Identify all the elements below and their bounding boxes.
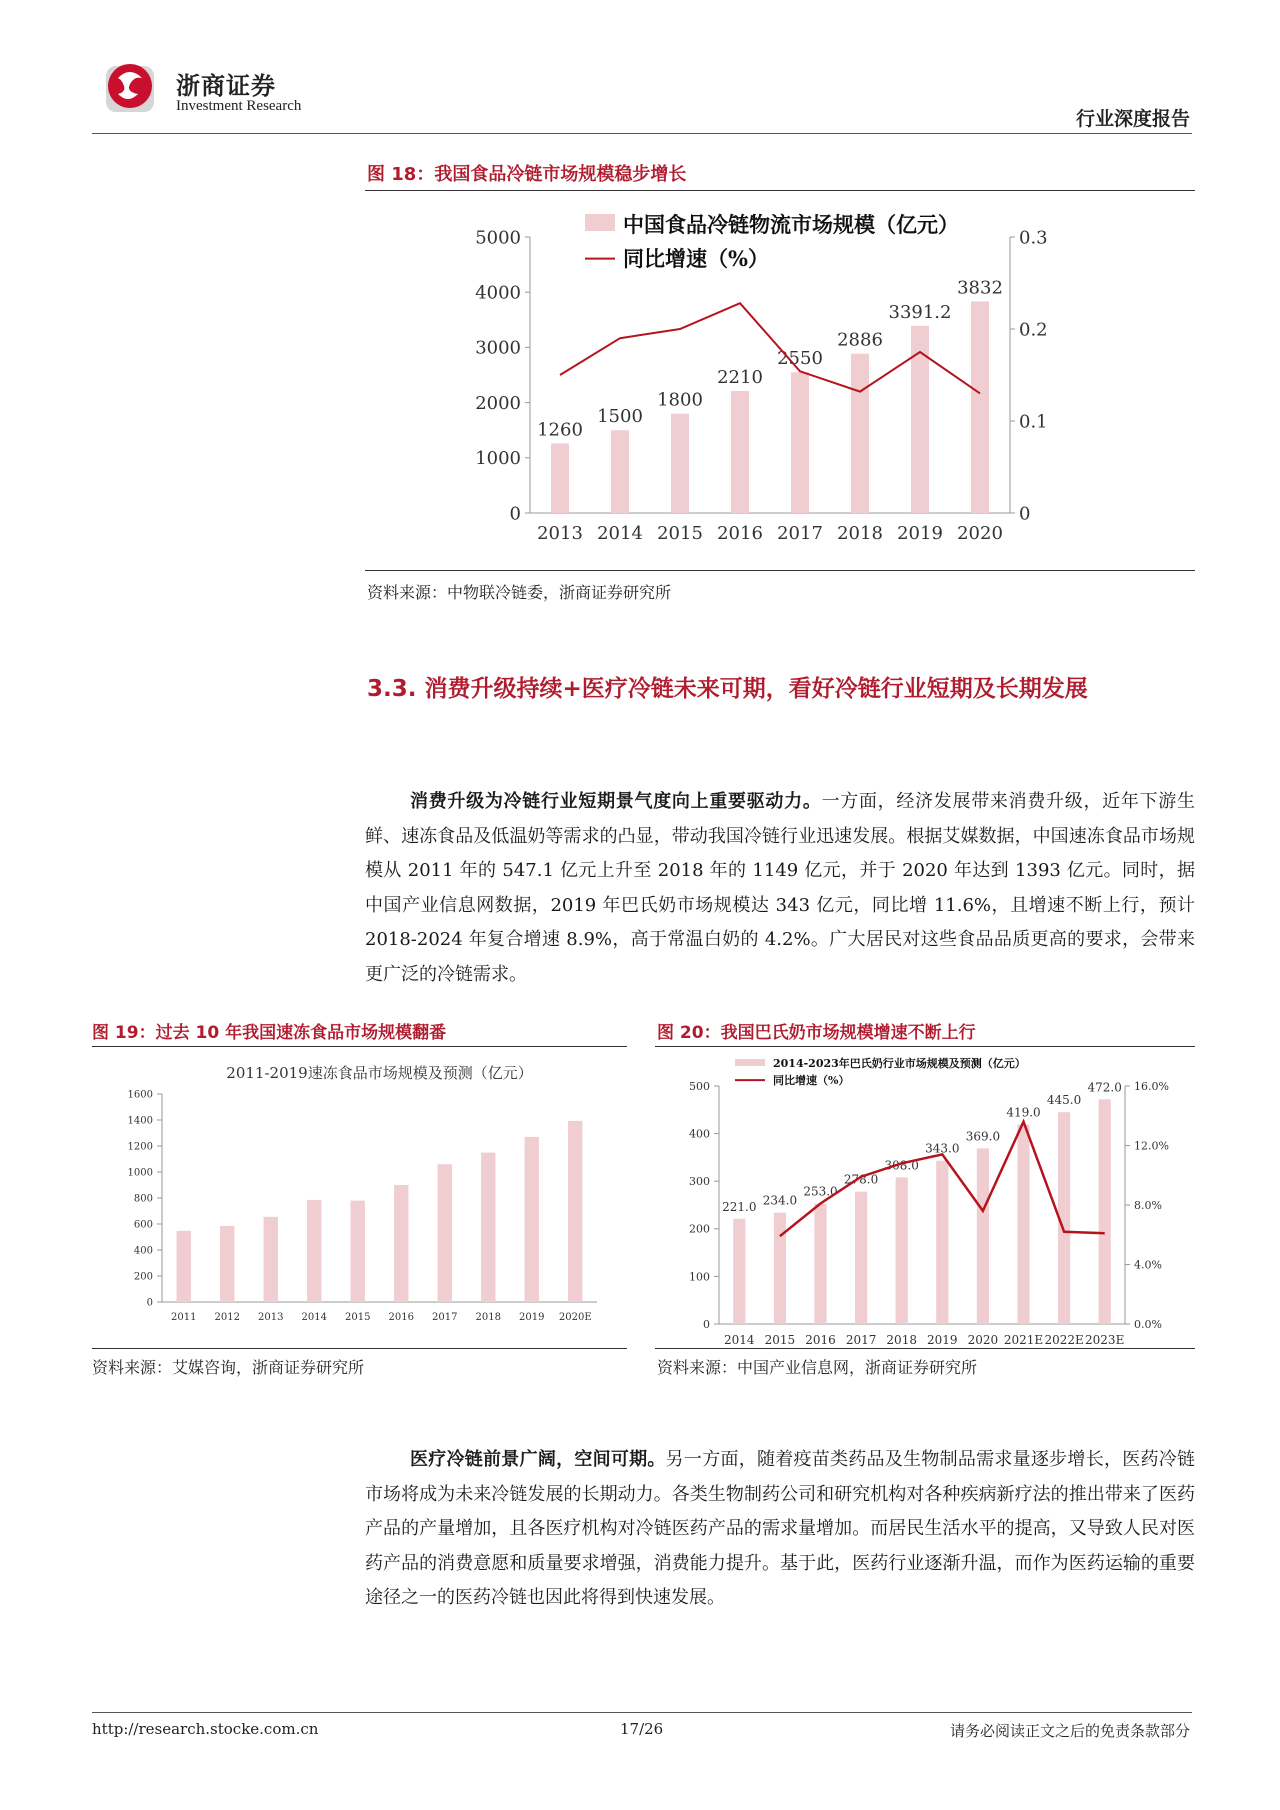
x-tick-label: 2015 — [764, 1333, 796, 1345]
chart-bar — [264, 1217, 278, 1302]
legend-line-label: 同比增速（%） — [773, 1074, 850, 1087]
figure-20-chart — [655, 1050, 1195, 1345]
y-left-tick-label: 0 — [509, 503, 521, 525]
x-tick-label: 2019 — [519, 1312, 545, 1323]
footer-divider — [92, 1712, 1192, 1713]
bar-data-label: 2550 — [777, 348, 823, 370]
footer-disclaimer: 请务必阅读正文之后的免责条款部分 — [949, 1722, 1190, 1740]
y-left-tick-label: 3000 — [475, 337, 521, 359]
y-left-tick-label: 0 — [146, 1297, 153, 1309]
figure-18-top-rule — [365, 190, 1195, 191]
footer-page-number: 17/26 — [620, 1720, 664, 1738]
chart-bar — [394, 1185, 408, 1302]
y-right-tick-label: 16.0% — [1134, 1079, 1169, 1093]
bar-data-label: 1260 — [537, 419, 583, 441]
y-right-tick-label: 0.2 — [1019, 319, 1048, 341]
paragraph-body: 另一方面，随着疫苗类药品及生物制品需求量逐步增长，医药冷链市场将成为未来冷链发展的长期动力。各类生物制药公司和研究机构对各种疾病新疗法的推出带来了医药产品的产量增加，且各医疗机构对冷链医药产品的需求量增加。而居民生活水平的提高，又导致人民对医药产品的消费意愿和质量要求增强，消费能力提升。基于此，医药行业逐渐升温，而作为医药运输的重要途径之一的医药冷链也因此将得到快速发展。 — [365, 1449, 1196, 1608]
x-tick-label: 2018 — [837, 523, 883, 544]
chart-bar — [791, 372, 809, 513]
y-right-tick-label: 0.1 — [1019, 411, 1048, 433]
x-tick-label: 2011 — [171, 1312, 197, 1323]
x-tick-label: 2023E — [1085, 1333, 1125, 1345]
y-left-tick-label: 1200 — [127, 1141, 153, 1153]
y-right-tick-label: 0.0% — [1134, 1317, 1162, 1331]
chart-bar — [1017, 1125, 1029, 1324]
paragraph-consumption-upgrade — [365, 785, 1195, 992]
legend-line-label: 同比增速（%） — [623, 246, 769, 271]
y-left-tick-label: 800 — [133, 1193, 153, 1205]
footer-url: http://research.stocke.com.cn — [92, 1720, 319, 1738]
bar-data-label: 221.0 — [722, 1199, 757, 1214]
y-left-tick-label: 500 — [689, 1079, 710, 1093]
figure-18-bottom-rule — [365, 570, 1195, 571]
x-tick-label: 2020 — [967, 1333, 999, 1345]
chart-bar — [774, 1213, 786, 1324]
y-left-tick-label: 400 — [689, 1127, 710, 1141]
x-tick-label: 2015 — [657, 523, 703, 544]
figure-20-top-rule — [655, 1046, 1195, 1047]
legend-bar-swatch — [735, 1059, 765, 1066]
bar-data-label: 2210 — [717, 367, 763, 389]
brand-subtitle: Investment Research — [176, 98, 302, 114]
x-tick-label: 2017 — [432, 1312, 458, 1323]
chart-bar — [551, 443, 569, 513]
legend-bar-swatch — [585, 214, 615, 231]
y-left-tick-label: 5000 — [475, 227, 521, 249]
paragraph-lead: 消费升级为冷链行业短期景气度向上重要驱动力。 — [410, 791, 822, 812]
figure-19-chart — [92, 1052, 627, 1342]
chart-bar — [814, 1204, 826, 1324]
chart-bar — [851, 354, 869, 513]
x-tick-label: 2017 — [777, 523, 823, 544]
x-tick-label: 2016 — [717, 523, 763, 544]
bar-data-label: 2886 — [837, 329, 883, 351]
x-tick-label: 2018 — [475, 1312, 501, 1323]
y-left-tick-label: 300 — [689, 1175, 710, 1189]
x-tick-label: 2020E — [558, 1312, 592, 1323]
chart-bar — [351, 1201, 365, 1302]
figure-20-source: 资料来源：中国产业信息网，浙商证券研究所 — [657, 1358, 978, 1377]
paragraph-medical-cold-chain — [365, 1443, 1195, 1616]
chart-bar — [731, 391, 749, 513]
bar-data-label: 472.0 — [1087, 1080, 1122, 1095]
chart-bar — [177, 1231, 191, 1302]
x-tick-label: 2013 — [537, 523, 583, 544]
chart-bar — [481, 1153, 495, 1302]
y-left-tick-label: 1600 — [127, 1089, 153, 1101]
x-tick-label: 2016 — [388, 1312, 414, 1323]
bar-data-label: 278.0 — [843, 1172, 879, 1187]
chart-bar — [855, 1192, 867, 1324]
y-left-tick-label: 400 — [133, 1245, 153, 1257]
brand-name: 浙商证券 — [176, 72, 276, 100]
x-tick-label: 2012 — [214, 1312, 240, 1323]
bar-data-label: 234.0 — [762, 1193, 798, 1208]
x-tick-label: 2014 — [724, 1333, 755, 1345]
y-left-tick-label: 600 — [133, 1219, 153, 1231]
x-tick-label: 2018 — [886, 1333, 917, 1345]
y-left-tick-label: 1000 — [475, 448, 521, 470]
y-left-tick-label: 4000 — [475, 282, 521, 304]
figure-19-bottom-rule — [92, 1348, 627, 1349]
chart-bar — [525, 1137, 539, 1302]
y-left-tick-label: 1000 — [127, 1167, 153, 1179]
figure-19-top-rule — [92, 1046, 627, 1047]
x-tick-label: 2016 — [805, 1333, 836, 1345]
chart-bar — [971, 301, 989, 513]
x-tick-label: 2022E — [1044, 1333, 1084, 1345]
y-left-tick-label: 0 — [703, 1317, 710, 1331]
section-heading: 3.3. 消费升级持续+医疗冷链未来可期，看好冷链行业短期及长期发展 — [367, 676, 1088, 702]
header-divider — [92, 133, 1192, 134]
chart-bar — [611, 430, 629, 513]
chart-bar — [220, 1226, 234, 1302]
x-tick-label: 2019 — [927, 1333, 958, 1345]
chart-bar — [307, 1200, 321, 1302]
legend-bar-label: 2014-2023年巴氏奶行业市场规模及预测（亿元） — [773, 1057, 1026, 1070]
x-tick-label: 2014 — [597, 523, 643, 544]
y-left-tick-label: 100 — [689, 1270, 710, 1284]
figure-18-chart — [440, 205, 1100, 560]
chart-bar — [568, 1121, 582, 1302]
bar-data-label: 343.0 — [925, 1141, 960, 1156]
zheshang-logo-icon — [100, 58, 160, 118]
bar-data-label: 369.0 — [965, 1129, 1001, 1144]
y-right-tick-label: 4.0% — [1134, 1258, 1162, 1272]
figure-18-source: 资料来源：中物联冷链委，浙商证券研究所 — [367, 583, 672, 602]
report-type: 行业深度报告 — [1075, 108, 1190, 130]
x-tick-label: 2017 — [845, 1333, 877, 1345]
paragraph-body: 一方面，经济发展带来消费升级，近年下游生鲜、速冻食品及低温奶等需求的凸显，带动我国冷链行业迅速发展。根据艾媒数据，中国速冻食品市场规模从 2011 年的 547.1 亿元上升至 2018 年的 1149 亿元，并于 2020 年达到 1393 亿元。同时，据中国产业信息网数据，2019 年巴氏奶市场规模达 343 亿元，同比增 11.6%，且增速不断上行，预计 2018-2024 年复合增速 8.9%，高于常温白奶的 4.2%。广大居民对这些食品品质更高的要求，会带来更广泛的冷链需求。 — [365, 791, 1195, 985]
bar-data-label: 3832 — [957, 277, 1003, 299]
bar-data-label: 3391.2 — [888, 301, 952, 323]
y-right-tick-label: 0 — [1019, 503, 1031, 525]
y-right-tick-label: 12.0% — [1134, 1139, 1169, 1153]
y-left-tick-label: 1400 — [127, 1115, 153, 1127]
chart-bar — [977, 1148, 989, 1324]
chart-bar — [936, 1161, 948, 1324]
chart-bar — [911, 326, 929, 513]
chart-bar — [671, 414, 689, 513]
figure-19-title: 图 19：过去 10 年我国速冻食品市场规模翻番 — [92, 1023, 447, 1043]
figure-20-title: 图 20：我国巴氏奶市场规模增速不断上行 — [657, 1023, 976, 1043]
legend-bar-label: 中国食品冷链物流市场规模（亿元） — [623, 212, 959, 237]
paragraph-lead: 医疗冷链前景广阔，空间可期。 — [410, 1449, 666, 1470]
bar-data-label: 1800 — [657, 389, 703, 411]
x-tick-label: 2021E — [1003, 1333, 1044, 1345]
y-left-tick-label: 200 — [689, 1222, 710, 1236]
figure-18-title: 图 18：我国食品冷链市场规模稳步增长 — [367, 164, 687, 185]
chart-bar — [733, 1219, 745, 1324]
chart-title: 2011-2019速冻食品市场规模及预测（亿元） — [226, 1064, 533, 1082]
bar-data-label: 308.0 — [884, 1158, 919, 1173]
y-left-tick-label: 2000 — [475, 392, 521, 414]
y-left-tick-label: 200 — [133, 1271, 153, 1283]
x-tick-label: 2020 — [957, 523, 1003, 544]
bar-data-label: 1500 — [597, 406, 643, 428]
bar-data-label: 419.0 — [1006, 1105, 1041, 1120]
bar-data-label: 253.0 — [803, 1184, 838, 1199]
figure-20-bottom-rule — [655, 1348, 1195, 1349]
x-tick-label: 2019 — [897, 523, 943, 544]
y-right-tick-label: 0.3 — [1019, 227, 1048, 249]
bar-data-label: 445.0 — [1046, 1093, 1082, 1108]
figure-19-source: 资料来源：艾媒咨询，浙商证券研究所 — [92, 1358, 365, 1377]
chart-bar — [896, 1177, 908, 1324]
chart-bar — [1099, 1099, 1111, 1324]
x-tick-label: 2014 — [301, 1312, 327, 1323]
y-right-tick-label: 8.0% — [1134, 1198, 1162, 1212]
chart-bar — [438, 1164, 452, 1302]
x-tick-label: 2013 — [258, 1312, 284, 1323]
x-tick-label: 2015 — [345, 1312, 371, 1323]
